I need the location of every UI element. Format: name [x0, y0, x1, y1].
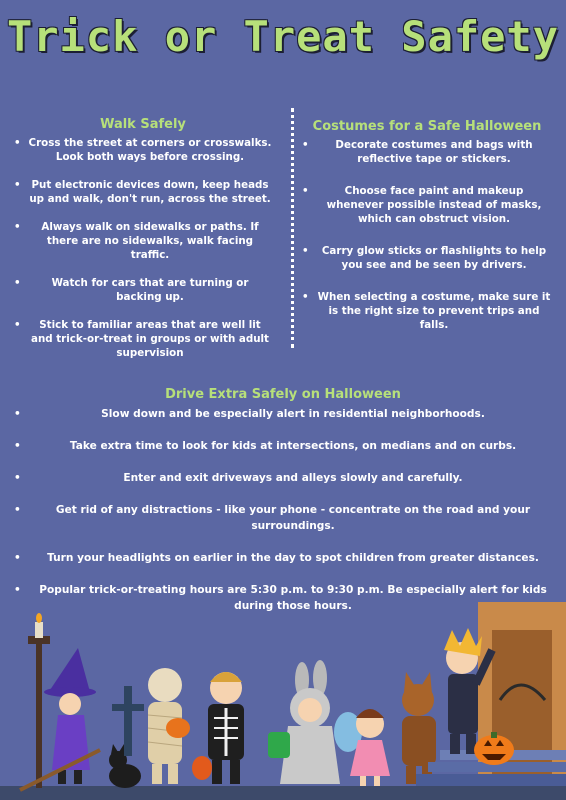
- drive-safely-section: [14, 387, 552, 630]
- walk-safely-list: [14, 136, 272, 360]
- ground: [0, 786, 566, 800]
- drive-safely-list: [14, 406, 552, 614]
- costumes-section: [302, 119, 552, 350]
- list-item: • Put electronic devices down, keep heads up and walk, don't run, across the street.: [14, 178, 272, 206]
- page-title: Trick or Treat Safety: [6, 12, 559, 61]
- fairy-child-icon: [334, 709, 390, 786]
- witch-child-icon: [20, 648, 100, 790]
- column-divider: [291, 108, 294, 348]
- list-item: • Choose face paint and makeup whenever possible instead of masks, which can obstruct vision.: [302, 184, 552, 226]
- candle-post-icon: [28, 613, 50, 788]
- trick-or-treaters-illustration: [0, 600, 566, 800]
- skeleton-child-icon: [192, 672, 244, 784]
- list-item: • Turn your headlights on earlier in the day to spot children from greater distances.: [14, 550, 552, 566]
- mummy-child-icon: [148, 668, 190, 784]
- costumes-list: [302, 138, 552, 332]
- walk-safely-heading: Walk Safely: [100, 117, 186, 132]
- list-item: • Take extra time to look for kids at intersections, on medians and on curbs.: [14, 438, 552, 454]
- list-item: • Popular trick-or-treating hours are 5:30 p.m. to 9:30 p.m. Be especially alert for kids during those hours.: [14, 582, 552, 614]
- list-item: • Decorate costumes and bags with reflective tape or stickers.: [302, 138, 552, 166]
- costumes-heading: Costumes for a Safe Halloween: [312, 119, 542, 134]
- list-item: • Always walk on sidewalks or paths. If there are no sidewalks, walk facing traffic.: [14, 220, 272, 262]
- list-item: • Carry glow sticks or flashlights to help you see and be seen by drivers.: [302, 244, 552, 272]
- walk-safely-section: [14, 117, 272, 374]
- cross-icon: [112, 686, 144, 756]
- list-item: • Slow down and be especially alert in residential neighborhoods.: [14, 406, 552, 422]
- list-item: • Enter and exit driveways and alleys slowly and carefully.: [14, 470, 552, 486]
- list-item: • Get rid of any distractions - like your phone - concentrate on the road and your surroundings.: [14, 502, 552, 534]
- list-item: • Stick to familiar areas that are well lit and trick-or-treat in groups or with adult supervision: [14, 318, 272, 360]
- list-item: • Cross the street at corners or crosswalks. Look both ways before crossing.: [14, 136, 272, 164]
- list-item: • Watch for cars that are turning or backing up.: [14, 276, 272, 304]
- ghost-child-icon: [268, 660, 340, 784]
- list-item: • When selecting a costume, make sure it is the right size to prevent trips and falls.: [302, 290, 552, 332]
- drive-safely-heading: Drive Extra Safely on Halloween: [165, 387, 401, 402]
